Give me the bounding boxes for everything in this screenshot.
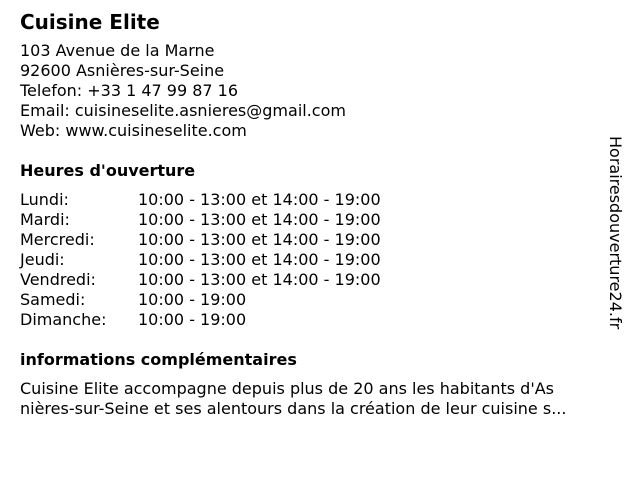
day-label: Jeudi: [20, 250, 65, 269]
day-label: Mercredi: [20, 230, 95, 249]
web-line: Web: www.cuisineselite.com [20, 121, 247, 140]
day-label: Dimanche: [20, 310, 107, 329]
contact-block [20, 41, 610, 141]
day-label: Vendredi: [20, 270, 96, 289]
time-range: 10:00 - 13:00 et 14:00 - 19:00 [138, 250, 381, 269]
hours-row [20, 250, 610, 270]
time-range: 10:00 - 19:00 [138, 290, 247, 309]
address-line-2: 92600 Asnières-sur-Seine [20, 61, 225, 80]
time-range: 10:00 - 13:00 et 14:00 - 19:00 [138, 190, 381, 209]
time-range: 10:00 - 13:00 et 14:00 - 19:00 [138, 210, 381, 229]
site-watermark: Horairesdouverture24.fr [606, 136, 625, 330]
info-line-2: nières-sur-Seine et ses alentours dans la création de leur cuisine s... [20, 399, 567, 418]
info-heading: informations complémentaires [20, 350, 297, 369]
hours-heading: Heures d'ouverture [20, 161, 196, 180]
hours-row [20, 270, 610, 290]
phone-line: Telefon: +33 1 47 99 87 16 [20, 81, 239, 100]
hours-row [20, 310, 610, 330]
hours-row [20, 190, 610, 210]
day-label: Lundi: [20, 190, 69, 209]
day-label: Mardi: [20, 210, 70, 229]
info-description [20, 379, 620, 419]
day-label: Samedi: [20, 290, 86, 309]
time-range: 10:00 - 13:00 et 14:00 - 19:00 [138, 230, 381, 249]
hours-table [20, 190, 610, 330]
info-line-1: Cuisine Elite accompagne depuis plus de 20 ans les habitants d'As [20, 379, 555, 398]
time-range: 10:00 - 19:00 [138, 310, 247, 329]
business-card [20, 10, 610, 419]
hours-row [20, 290, 610, 310]
email-line: Email: cuisineselite.asnieres@gmail.com [20, 101, 346, 120]
time-range: 10:00 - 13:00 et 14:00 - 19:00 [138, 270, 381, 289]
address-line-1: 103 Avenue de la Marne [20, 41, 215, 60]
hours-row [20, 210, 610, 230]
business-name: Cuisine Elite [20, 10, 160, 34]
hours-row [20, 230, 610, 250]
